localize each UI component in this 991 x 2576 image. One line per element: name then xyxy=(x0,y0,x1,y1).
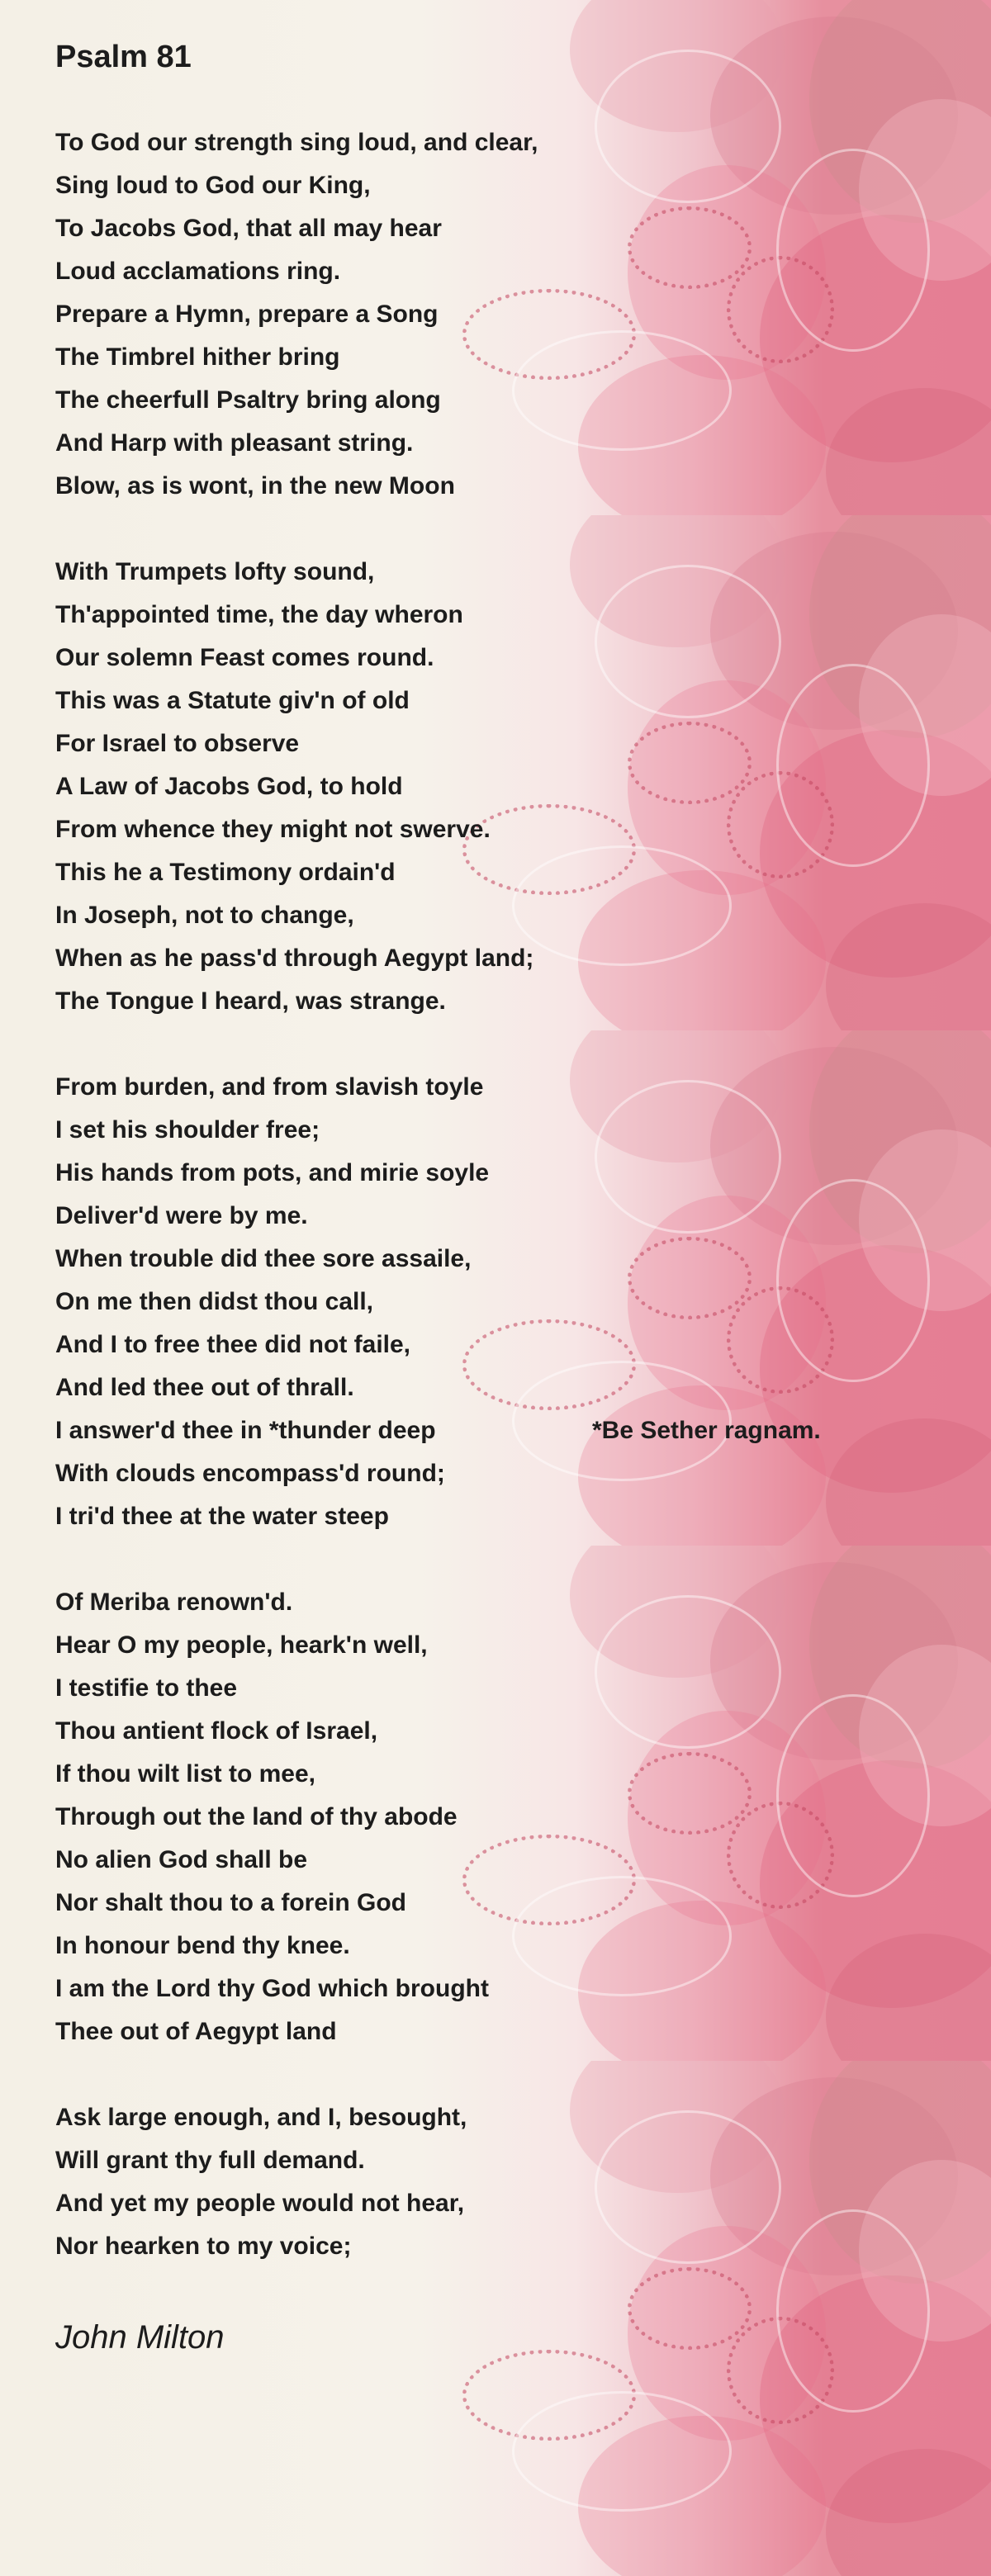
poem-line: This was a Statute giv'n of old xyxy=(55,687,410,714)
poem-line: The cheerfull Psaltry bring along xyxy=(55,386,441,414)
poem-line: Nor shalt thou to a forein God xyxy=(55,1889,406,1916)
poem-line: From burden, and from slavish toyle xyxy=(55,1073,484,1101)
poem-line: For Israel to observe xyxy=(55,730,300,757)
poem-line: With clouds encompass'd round; xyxy=(55,1460,445,1487)
poem-title: Psalm 81 xyxy=(55,40,192,74)
poem-line: Will grant thy full demand. xyxy=(55,2147,365,2174)
poem-line: No alien God shall be xyxy=(55,1846,308,1873)
poem-line: With Trumpets lofty sound, xyxy=(55,558,375,585)
poem-line: And yet my people would not hear, xyxy=(55,2190,465,2217)
poem-line: I answer'd thee in *thunder deep xyxy=(55,1417,436,1444)
stanza-4 xyxy=(55,1581,733,2053)
poem-line: And I to free thee did not faile, xyxy=(55,1331,411,1358)
poem-line: To God our strength sing loud, and clear, xyxy=(55,129,538,156)
poem-line: From whence they might not swerve. xyxy=(55,816,491,843)
poem-line: The Timbrel hither bring xyxy=(55,343,340,371)
poem-line: Thou antient flock of Israel, xyxy=(55,1717,378,1745)
poem-line: Ask large enough, and I, besought, xyxy=(55,2104,467,2131)
poem-line: On me then didst thou call, xyxy=(55,1288,374,1315)
poem-line: Our solemn Feast comes round. xyxy=(55,644,434,671)
poem-line: This he a Testimony ordain'd xyxy=(55,859,396,886)
poem-line: Of Meriba renown'd. xyxy=(55,1589,293,1616)
poem-line: I am the Lord thy God which brought xyxy=(55,1975,489,2002)
poem-line: And led thee out of thrall. xyxy=(55,1374,354,1401)
poem-line: I tri'd thee at the water steep xyxy=(55,1503,389,1530)
poem-line: When trouble did thee sore assaile, xyxy=(55,1245,472,1272)
footnote: *Be Sether ragnam. xyxy=(592,1417,821,1444)
poem-line: Th'appointed time, the day wheron xyxy=(55,601,463,628)
poem-line: His hands from pots, and mirie soyle xyxy=(55,1159,490,1186)
poem-line: I testifie to thee xyxy=(55,1674,238,1702)
poem-author: John Milton xyxy=(55,2319,225,2356)
poem-line: Sing loud to God our King, xyxy=(55,172,371,199)
poem-line: Nor hearken to my voice; xyxy=(55,2233,352,2260)
poem-line: Through out the land of thy abode xyxy=(55,1803,458,1830)
stanza-3 xyxy=(55,1066,733,1538)
poem-line: Thee out of Aegypt land xyxy=(55,2018,337,2045)
poem-line: If thou wilt list to mee, xyxy=(55,1760,315,1788)
poem-line: The Tongue I heard, was strange. xyxy=(55,987,446,1015)
poem-line: Hear O my people, heark'n well, xyxy=(55,1631,428,1659)
poem-line: In Joseph, not to change, xyxy=(55,902,354,929)
decorative-curl xyxy=(512,2391,732,2512)
poem-line: Blow, as is wont, in the new Moon xyxy=(55,472,455,500)
stanza-1 xyxy=(55,121,733,508)
poem-line: When as he pass'd through Aegypt land; xyxy=(55,945,534,972)
poem-line: To Jacobs God, that all may hear xyxy=(55,215,442,242)
poem-line: I set his shoulder free; xyxy=(55,1116,320,1144)
poem-line: A Law of Jacobs God, to hold xyxy=(55,773,403,800)
stanza-5 xyxy=(55,2096,733,2268)
poem-line: Deliver'd were by me. xyxy=(55,1202,308,1229)
poem-line: Prepare a Hymn, prepare a Song xyxy=(55,301,439,328)
poem-line: Loud acclamations ring. xyxy=(55,258,341,285)
poem-line: And Harp with pleasant string. xyxy=(55,429,414,457)
poem-line: In honour bend thy knee. xyxy=(55,1932,350,1959)
stanza-2 xyxy=(55,551,733,1023)
